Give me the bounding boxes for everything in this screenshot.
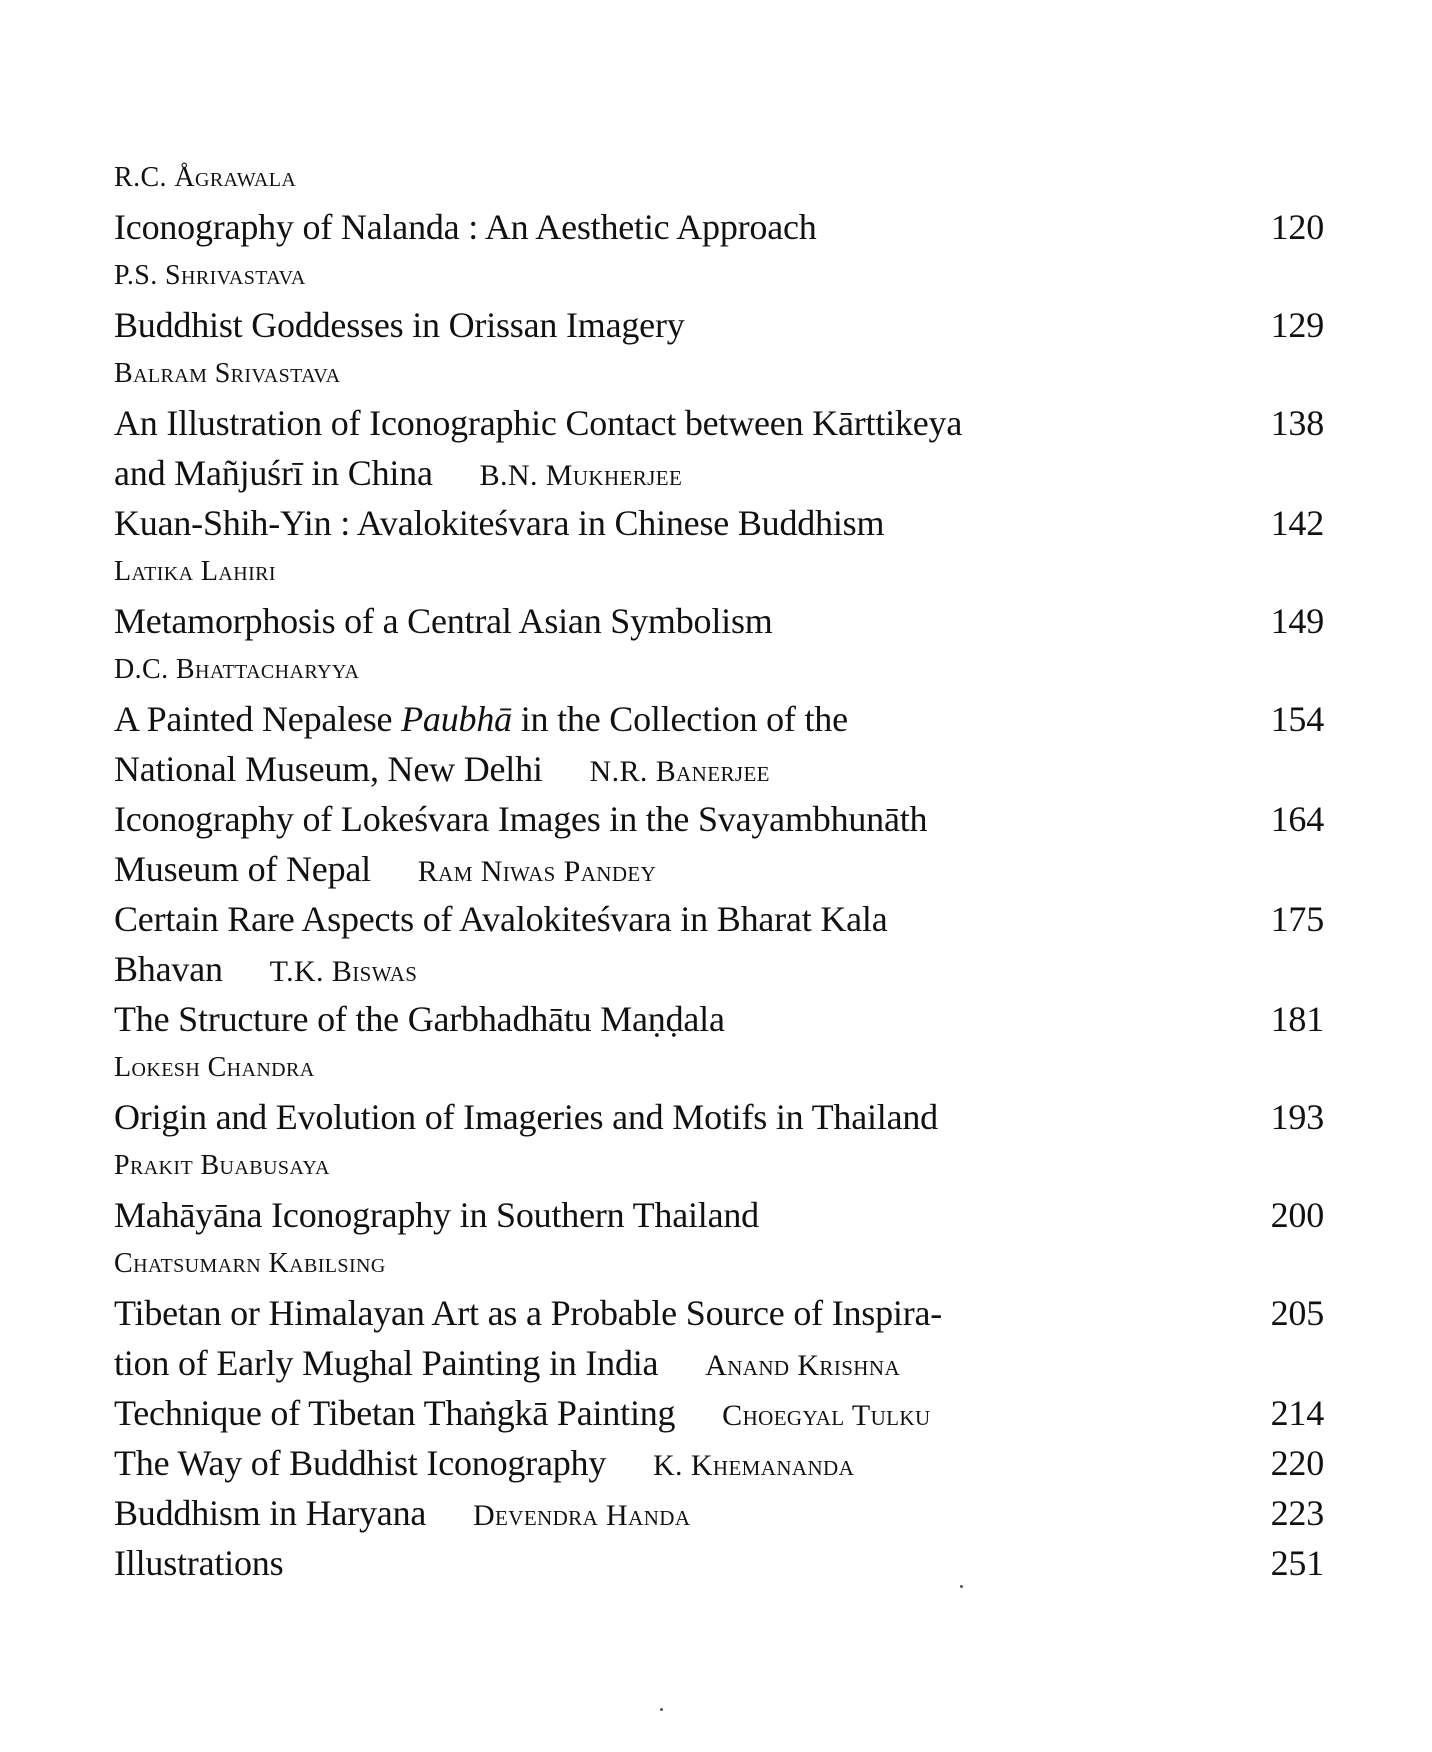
toc-entry bbox=[114, 1538, 1324, 1588]
toc-entry bbox=[114, 300, 1324, 350]
inline-author-name: B.N. Mukherjee bbox=[479, 459, 683, 492]
toc-entry bbox=[114, 1438, 1324, 1488]
page-number: 142 bbox=[1270, 503, 1324, 543]
toc-entry-continuation bbox=[114, 1338, 1324, 1388]
entry-title: Technique of Tibetan Thaṅgkā Painting bbox=[114, 1393, 676, 1433]
entry-title: Metamorphosis of a Central Asian Symbolism bbox=[114, 601, 773, 641]
entry-title: National Museum, New Delhi bbox=[114, 749, 543, 789]
toc-entry bbox=[114, 1092, 1324, 1142]
entry-title: Kuan-Shih-Yin : Avalokiteśvara in Chinese Buddhism bbox=[114, 503, 885, 543]
toc-entry bbox=[114, 398, 1324, 448]
scan-speck bbox=[660, 1708, 663, 1711]
inline-author-name: N.R. Banerjee bbox=[589, 755, 770, 788]
entry-title: The Structure of the Garbhadhātu Maṇḍala bbox=[114, 999, 725, 1039]
toc-entry bbox=[114, 498, 1324, 548]
entry-title: tion of Early Mughal Painting in India bbox=[114, 1343, 659, 1383]
author-name: Prakit Buabusaya bbox=[114, 1150, 330, 1181]
page-number: 181 bbox=[1270, 999, 1324, 1039]
entry-title bbox=[114, 694, 848, 744]
entry-title: Museum of Nepal bbox=[114, 849, 371, 889]
toc-entry bbox=[114, 1488, 1324, 1538]
inline-author-name: Devendra Handa bbox=[472, 1499, 691, 1532]
page-number: 129 bbox=[1270, 305, 1324, 345]
toc-entry bbox=[114, 1190, 1324, 1240]
page-number: 205 bbox=[1270, 1293, 1324, 1333]
table-of-contents bbox=[114, 154, 1324, 1588]
page-number: 214 bbox=[1270, 1393, 1324, 1433]
entry-title: Buddhist Goddesses in Orissan Imagery bbox=[114, 305, 685, 345]
entry-title: Illustrations bbox=[114, 1543, 284, 1583]
entry-title: Tibetan or Himalayan Art as a Probable Source of Inspira- bbox=[114, 1293, 943, 1333]
toc-entry bbox=[114, 596, 1324, 646]
toc-entry-continuation bbox=[114, 844, 1324, 894]
author-name: Lokesh Chandra bbox=[114, 1052, 315, 1083]
author-name: Latika Lahiri bbox=[114, 556, 276, 587]
toc-entry bbox=[114, 1388, 1324, 1438]
toc-entry bbox=[114, 202, 1324, 252]
page-number: 223 bbox=[1270, 1493, 1324, 1533]
toc-entry-continuation bbox=[114, 744, 1324, 794]
title-part: in the Collection of the bbox=[511, 699, 848, 739]
page-number: 138 bbox=[1270, 403, 1324, 443]
toc-entry bbox=[114, 894, 1324, 944]
entry-title: Iconography of Lokeśvara Images in the Svayambhunāth bbox=[114, 799, 928, 839]
entry-title: and Mañjuśrī in China bbox=[114, 453, 433, 493]
toc-entry bbox=[114, 694, 1324, 744]
toc-entry bbox=[114, 794, 1324, 844]
author-name: Balram Srivastava bbox=[114, 358, 341, 389]
entry-title: Iconography of Nalanda : An Aesthetic Approach bbox=[114, 207, 817, 247]
entry-title: Mahāyāna Iconography in Southern Thailand bbox=[114, 1195, 759, 1235]
title-italic-term: Paubhā bbox=[401, 699, 512, 739]
page-number: 220 bbox=[1270, 1443, 1324, 1483]
page-number: 193 bbox=[1270, 1097, 1324, 1137]
inline-author-name: Ram Niwas Pandey bbox=[417, 855, 657, 888]
author-name: R.C. Ågrawala bbox=[114, 162, 297, 193]
inline-author-name: Choegyal Tulku bbox=[722, 1399, 931, 1432]
entry-title: The Way of Buddhist Iconography bbox=[114, 1443, 607, 1483]
toc-entry bbox=[114, 994, 1324, 1044]
page-number: 120 bbox=[1270, 207, 1324, 247]
page-number: 175 bbox=[1270, 899, 1324, 939]
entry-title: Origin and Evolution of Imageries and Motifs in Thailand bbox=[114, 1097, 938, 1137]
author-name: Chatsumarn Kabilsing bbox=[114, 1248, 386, 1279]
title-part: A Painted Nepalese bbox=[114, 699, 402, 739]
page-number: 154 bbox=[1270, 699, 1324, 739]
inline-author-name: Anand Krishna bbox=[705, 1349, 901, 1382]
inline-author-name: T.K. Biswas bbox=[269, 955, 418, 988]
toc-entry bbox=[114, 1288, 1324, 1338]
scan-speck bbox=[960, 1585, 963, 1588]
entry-title: An Illustration of Iconographic Contact between Kārttikeya bbox=[114, 403, 963, 443]
page-number: 251 bbox=[1270, 1543, 1324, 1583]
toc-entry-continuation bbox=[114, 944, 1324, 994]
page-number: 149 bbox=[1270, 601, 1324, 641]
author-name: D.C. Bhattacharyya bbox=[114, 654, 360, 685]
entry-title: Certain Rare Aspects of Avalokiteśvara in Bharat Kala bbox=[114, 899, 888, 939]
author-name: P.S. Shrivastava bbox=[114, 260, 306, 291]
inline-author-name: K. Khemananda bbox=[652, 1449, 855, 1482]
entry-title: Bhavan bbox=[114, 949, 223, 989]
page-number: 200 bbox=[1270, 1195, 1324, 1235]
page-number: 164 bbox=[1270, 799, 1324, 839]
entry-title: Buddhism in Haryana bbox=[114, 1493, 427, 1533]
toc-entry-continuation bbox=[114, 448, 1324, 498]
